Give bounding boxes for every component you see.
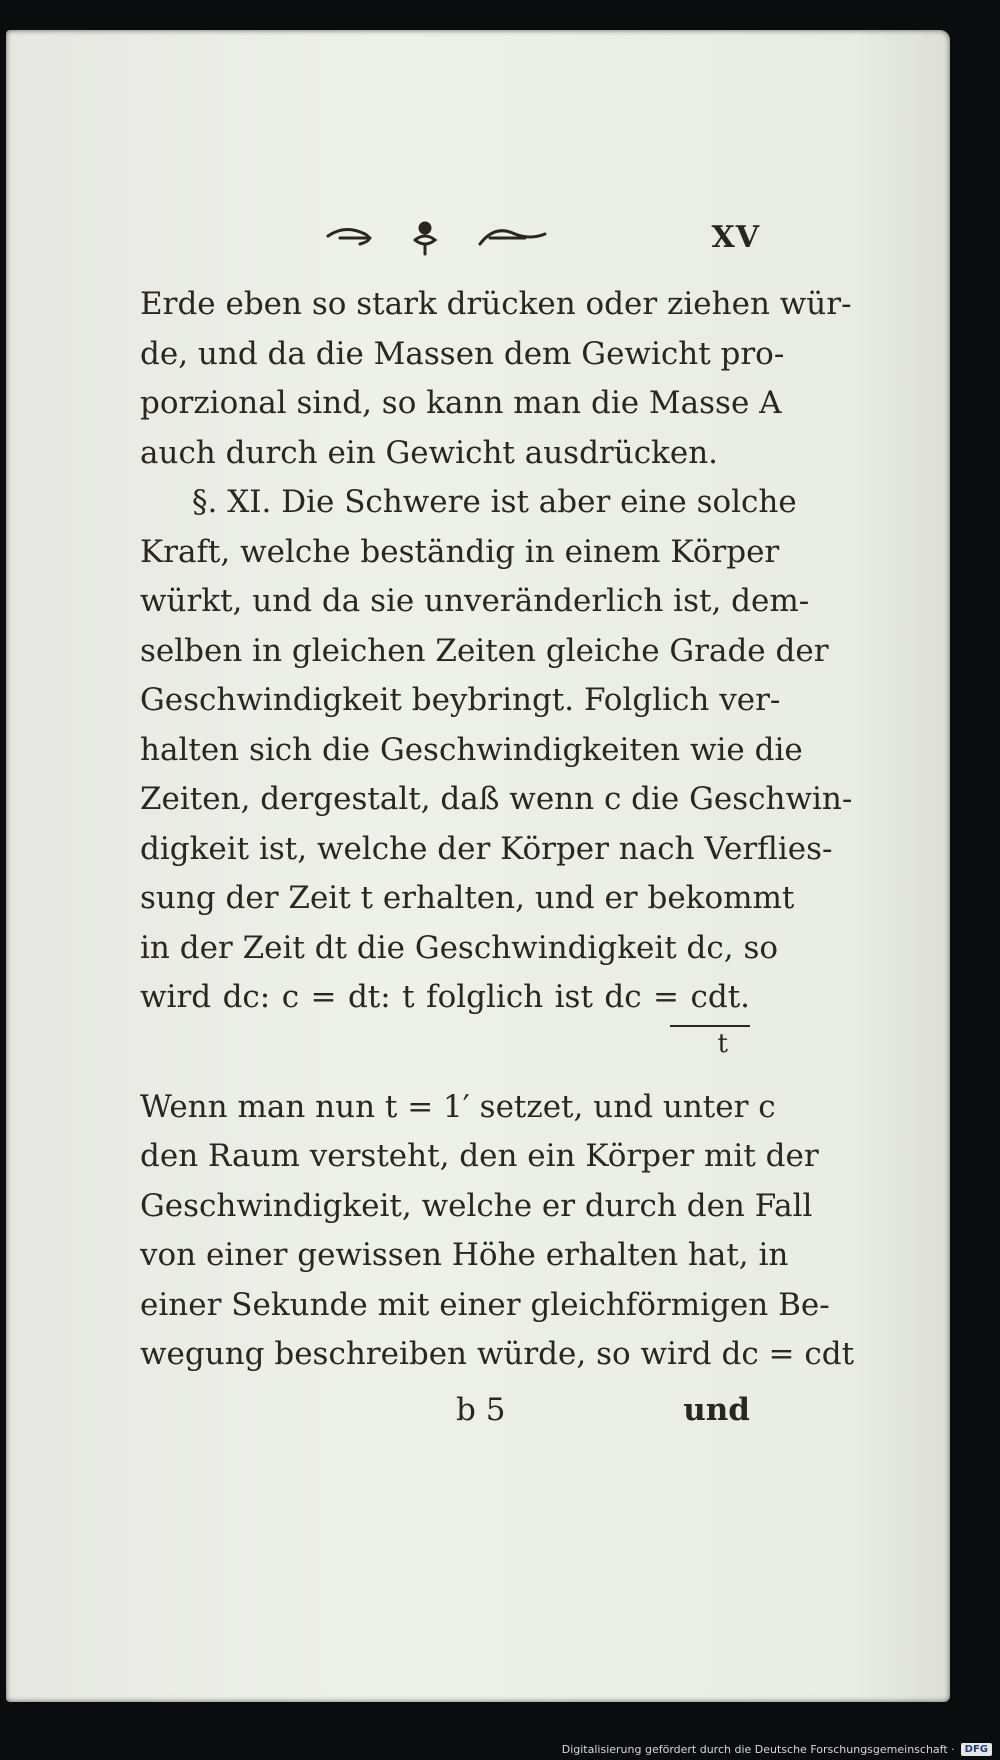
text-line: wird dc: c = dt: t folglich ist dc = cdt. [140, 979, 750, 1015]
fraction-denominator: t [717, 1028, 728, 1059]
text-line: Geschwindigkeit, welche er durch den Fall [140, 1187, 813, 1224]
text-line: Erde eben so stark drücken oder ziehen wür- [140, 286, 852, 322]
text-line: wegung beschreiben würde, so wird dc = cdt [140, 1336, 855, 1372]
text-line: auch durch ein Gewicht ausdrücken. [140, 434, 719, 471]
text-line: von einer gewissen Höhe erhalten hat, in [140, 1237, 789, 1273]
text-line: würkt, und da sie unveränderlich ist, dem- [140, 583, 810, 619]
text-line: einer Sekunde mit einer gleichförmigen Be- [140, 1286, 830, 1323]
text-line: §. XI. Die Schwere ist aber eine solche [192, 484, 797, 520]
fraction-bar [670, 1025, 750, 1027]
dfg-logo: DFG [961, 1743, 992, 1756]
text-line: den Raum versteht, den ein Körper mit der [140, 1138, 819, 1174]
text-line: halten sich die Geschwindigkeiten wie die [140, 731, 803, 768]
text-line: digkeit ist, welche der Körper nach Verflies- [140, 830, 833, 867]
page-number: XV [711, 220, 760, 255]
page-header [320, 214, 760, 260]
headpiece-ornament-icon [320, 214, 560, 260]
text-line: selben in gleichen Zeiten gleiche Grade der [140, 632, 829, 669]
text-line: Kraft, welche beständig in einem Körper [140, 533, 780, 570]
text-line: Zeiten, dergestalt, daß wenn c die Geschwin- [140, 781, 853, 817]
body-text [140, 280, 855, 1380]
digitization-credit [562, 1743, 992, 1756]
text-line: sung der Zeit t erhalten, und er bekommt [140, 880, 795, 916]
text-line: Wenn man nun t = 1′ setzet, und unter c [140, 1088, 776, 1125]
fraction [140, 1023, 750, 1083]
page-footer [140, 1392, 750, 1442]
text-line: Geschwindigkeit beybringt. Folglich ver- [140, 682, 781, 718]
catchword: und [683, 1392, 750, 1428]
text-line: in der Zeit dt die Geschwindigkeit dc, so [140, 929, 779, 966]
text-line: porzional sind, so kann man die Masse A [140, 385, 782, 421]
text-line: de, und da die Massen dem Gewicht pro- [140, 335, 785, 372]
credit-text: Digitalisierung gefördert durch die Deutsche Forschungsgemeinschaft · [561, 1743, 955, 1756]
signature-mark: b 5 [456, 1392, 506, 1428]
